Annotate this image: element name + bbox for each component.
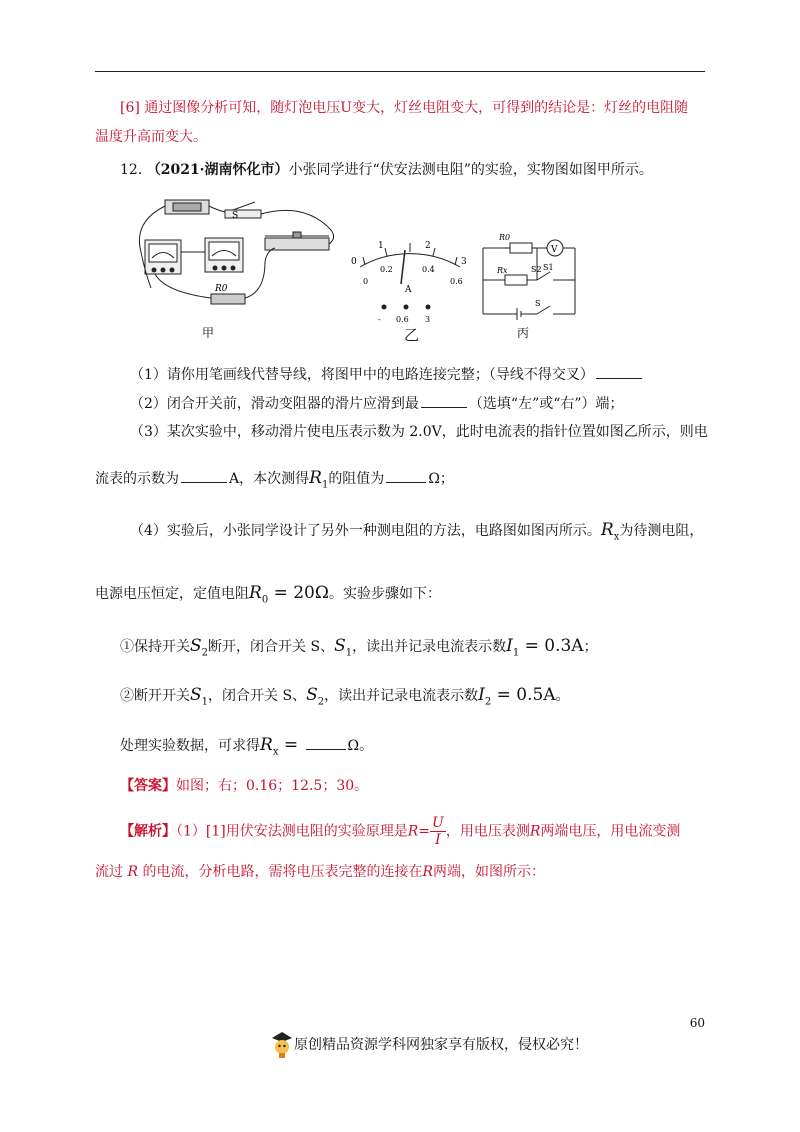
q12-stem-text: 小张同学进行“伏安法测电阻”的实验，实物图如图甲所示。 [288, 162, 653, 178]
mascot-icon [270, 1030, 294, 1058]
math-s1-step2: $S_1$ [190, 685, 209, 708]
answer-text: 如图；右；0.16；12.5；30。 [176, 778, 369, 794]
meter-top-3: 3 [461, 257, 467, 267]
q4-text-a: （4）实验后，小张同学设计了另外一种测电阻的方法，电路图如图丙所示。 [130, 523, 601, 539]
header-rule [95, 71, 705, 72]
formula-u-over-i: $\frac{U}{I}$ [432, 815, 444, 848]
q4-text-c: 电源电压恒定，定值电阻 [95, 586, 249, 602]
terminal-06: 0.6 [396, 315, 409, 324]
p6-line2: 温度升高而变大。 [95, 129, 207, 145]
answer-tag: 【答案】 [120, 778, 176, 794]
analysis-line2: 流过 R 的电流，分析电路，需将电压表完整的连接在R两端，如图所示： [95, 864, 545, 880]
footer-text: 原创精品资源学科网独家享有版权，侵权必究！ [294, 1037, 588, 1053]
meter-bottom-1: 0.2 [380, 265, 393, 274]
analysis-tag: 【解析】 [120, 823, 176, 840]
q3-blank-current [181, 470, 227, 483]
page-number: 60 [689, 1016, 705, 1030]
answer-line [120, 776, 368, 796]
label-jia: 甲 [202, 326, 215, 340]
q3-line1: （3）某次实验中，移动滑片使电压表示数为 2.0V，此时电流表的指针位置如图乙所示，则电 [130, 424, 708, 440]
math-r1: $R_1$ [309, 468, 329, 491]
q3-line2 [95, 468, 454, 495]
process-line: 处理实验数据，可求得$R_x = \Omega$。 [120, 735, 374, 758]
q3-text-b: A，本次测得 [229, 471, 310, 487]
q3-text-a: 流表的示数为 [95, 471, 179, 487]
q2-blank [421, 395, 467, 408]
terminal-3: 3 [425, 315, 431, 324]
dial-needle [401, 250, 405, 284]
resistor-r0-symbol [510, 243, 532, 253]
fig-s-label: S [232, 211, 239, 221]
fig-r0-label: R0 [215, 284, 228, 294]
footer [270, 1030, 588, 1058]
label-yi: 乙 [404, 326, 420, 344]
meter-bottom-0: 0 [363, 277, 369, 286]
label-bing: 丙 [517, 326, 530, 340]
q3-blank-resistance [386, 470, 426, 483]
bing-s-label: S [535, 299, 541, 308]
circuit-figures [125, 192, 605, 342]
dial-arc [360, 254, 460, 267]
q3-text-d: Ω； [428, 471, 454, 487]
math-s1: $S_1$ [334, 636, 353, 659]
q1 [130, 365, 644, 385]
math-i1: $I_1 = 0.3A$ [506, 636, 584, 659]
math-rx-eq: $R_x$ = [260, 735, 304, 758]
step2: ②断开开关$S_1$，闭合开关 S、$S_2$，读出并记录电流表示数$I_2 = 0.5A$。 [120, 685, 570, 708]
math-i2: $I_2 = 0.5A$ [478, 685, 556, 708]
p6-line1: [6] 通过图像分析可知，随灯泡电压U变大，灯丝电阻变大，可得到的结论是：灯丝的电阻随 [120, 100, 689, 116]
q4-line1 [130, 520, 703, 547]
q2-text-b: （选填“左”或“右”）端； [468, 396, 624, 412]
q4-text-b: 为待测电阻， [619, 523, 704, 539]
q2 [130, 394, 624, 414]
switch-s [225, 210, 261, 218]
meter-top-2: 2 [425, 241, 431, 251]
meter-top-1: 1 [378, 241, 384, 251]
q1-text: （1）请你用笔画线代替导线，将图甲中的电路连接完整；（导线不得交叉） [130, 367, 594, 383]
step1: ①保持开关$S_2$断开，闭合开关 S、$S_1$，读出并记录电流表示数$I_1 = 0.3A$； [120, 636, 598, 659]
bing-s2-label: S2 [531, 265, 542, 274]
math-rx: $R_x$ [600, 520, 620, 543]
bing-r0-label: R0 [499, 233, 511, 242]
bing-s1-label: S1 [543, 263, 554, 272]
process-blank [306, 737, 346, 750]
q1-blank [596, 366, 642, 379]
meter-bottom-3: 0.6 [450, 277, 463, 286]
math-r0: $R_0 = 20\Omega$ [249, 583, 329, 606]
resistor-r0 [211, 294, 245, 304]
q12-number: 12. [120, 162, 143, 178]
math-s2: $S_2$ [190, 636, 209, 659]
terminal-neg: - [378, 315, 381, 324]
figure-yi [360, 243, 460, 309]
q12-stem [120, 160, 653, 180]
bing-v-label: V [551, 245, 558, 255]
meter-top-0: 0 [351, 257, 357, 267]
meter-unit: A [405, 285, 412, 295]
analysis-line1: 【解析】（1）[1]用伏安法测电阻的实验原理是R= $\frac{U}{I}$ ，用电压表测R两端电压，用电流变测 [120, 815, 681, 848]
meter-bottom-2: 0.4 [422, 265, 435, 274]
q12-source: （2021·湖南怀化市） [146, 162, 289, 178]
math-s2-step2: $S_2$ [306, 685, 325, 708]
resistor-rx-symbol [505, 275, 527, 285]
bing-rx-label: Rx [497, 266, 508, 275]
q4-line2 [95, 583, 441, 610]
q2-text-a: （2）闭合开关前，滑动变阻器的滑片应滑到最 [130, 396, 419, 412]
q3-text-c: 的阻值为 [328, 471, 385, 487]
figure-bing [483, 240, 575, 320]
q4-text-d: 。实验步骤如下： [328, 586, 441, 602]
